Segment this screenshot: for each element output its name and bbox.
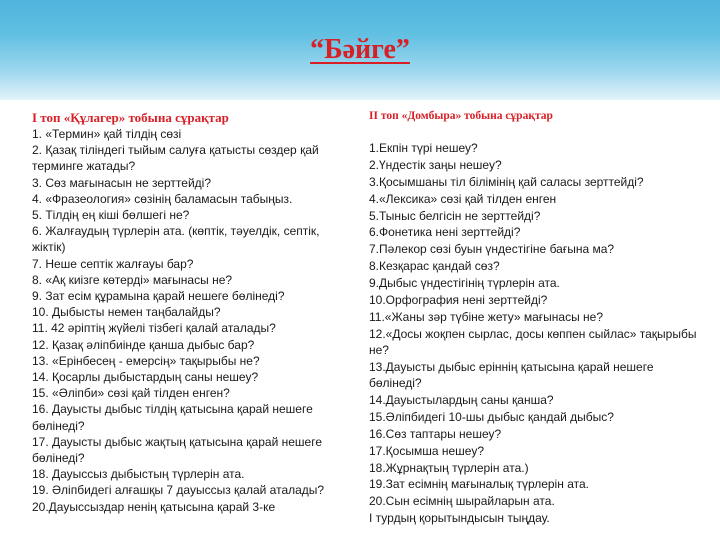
group-2-question-list (369, 140, 699, 526)
question-item: 8. «Ақ киізге көтерді» мағынасы не? (32, 272, 233, 287)
question-item: 12.«Досы жоқпен сырлас, досы көппен сыйлас» тақырыбы не? (369, 326, 697, 357)
group-2-questions (369, 108, 699, 527)
question-item: 15. «Әліпби» сөзі қай тілден енген? (32, 386, 230, 401)
question-item: 11. 42 әріптің жүйелі тізбегі қалай аталады? (32, 321, 276, 336)
question-item: 17.Қосымша нешеу? (369, 443, 484, 458)
question-item: 2.Үндестік заңы нешеу? (369, 157, 502, 172)
question-item: 17. Дауысты дыбыс жақтың қатысына қарай нешеге бөлінеді? (32, 434, 322, 466)
question-item: 6.Фонетика нені зерттейді? (369, 225, 521, 240)
question-item: 11.«Жаны зәр түбіне жету» мағынасы не? (369, 309, 604, 324)
question-item: 5.Тыныс белгісін не зерттейді? (369, 208, 541, 223)
group-2-heading: ІІ топ «Домбыра» тобына сұрақтар (369, 110, 553, 122)
question-item: 10. Дыбысты немен таңбалайды? (32, 305, 221, 320)
slide-title (0, 34, 720, 66)
slide-title-text: “Бәйге” (310, 34, 410, 65)
group-1-questions (32, 110, 337, 515)
heading-spacer (369, 124, 699, 140)
question-item: 13. «Ерінбесең - емерсің» тақырыбы не? (32, 353, 260, 368)
question-item: 3. Сөз мағынасын не зерттейді? (32, 175, 211, 190)
question-item: 5. Тілдің ең кіші бөлшегі не? (32, 208, 190, 223)
question-item: 16. Дауысты дыбыс тілдің қатысына қарай нешеге бөлінеді? (32, 402, 313, 433)
question-item: 16.Сөз таптары нешеу? (369, 426, 502, 441)
question-item: 7.Пәлекор сөзі буын үндестігіне бағына ма? (369, 242, 615, 257)
question-item: 19.Зат есімнің мағыналық түрлерін ата. (369, 477, 589, 492)
question-item: 15.Әліпбидегі 10-шы дыбыс қандай дыбыс? (369, 409, 614, 424)
question-item: 1. «Термин» қай тілдің сөзі (32, 127, 182, 141)
question-item: 3.Қосымшаны тіл білімінің қай саласы зерттейді? (369, 174, 644, 189)
question-item: 8.Кезқарас қандай сөз? (369, 259, 500, 274)
question-item: 1.Екпін түрі нешеу? (369, 141, 478, 155)
question-item: 4.«Лексика» сөзі қай тілден енген (369, 191, 557, 206)
question-item: 2. Қазақ тіліндегі тыйым салуға қатысты сөздер қай терминге жатады? (32, 143, 319, 174)
question-item: 12. Қазақ әліпбиінде қанша дыбыс бар? (32, 337, 255, 352)
question-item: 7. Неше септік жалғауы бар? (32, 256, 194, 271)
question-item: 4. «Фразеология» сөзінің баламасын табыңыз. (32, 191, 293, 206)
question-item: 6. Жалғаудың түрлерін ата. (көптік, тәуелдік, септік, жіктік) (32, 224, 320, 255)
question-item: 13.Дауысты дыбыс еріннің қатысына қарай нешеге бөлінеді? (369, 359, 654, 391)
question-item: 18.Жұрнақтың түрлерін ата.) (369, 460, 529, 475)
question-item: 18. Дауыссыз дыбыстың түрлерін ата. (32, 467, 245, 482)
question-item: 9. Зат есім құрамына қарай нешеге бөлінеді? (32, 289, 285, 304)
question-item: 14.Дауыстылардың саны қанша? (369, 392, 554, 407)
group-1-question-list (32, 126, 337, 515)
question-item: І турдың қорытындысын тыңдау. (369, 511, 550, 526)
question-item: 19. Әліпбидегі алғашқы 7 дауыссыз қалай аталады? (32, 483, 325, 498)
question-item: 10.Орфография нені зерттейді? (369, 293, 548, 308)
group-1-heading: І топ «Құлагер» тобына сұрақтар (32, 110, 229, 125)
question-item: 20.Дауыссыздар ненің қатысына қарай 3-ке (32, 499, 276, 514)
question-item: 20.Сын есімнің шырайларын ата. (369, 494, 555, 509)
question-item: 14. Қосарлы дыбыстардың саны нешеу? (32, 370, 259, 385)
question-item: 9.Дыбыс үндестігінің түрлерін ата. (369, 276, 560, 291)
